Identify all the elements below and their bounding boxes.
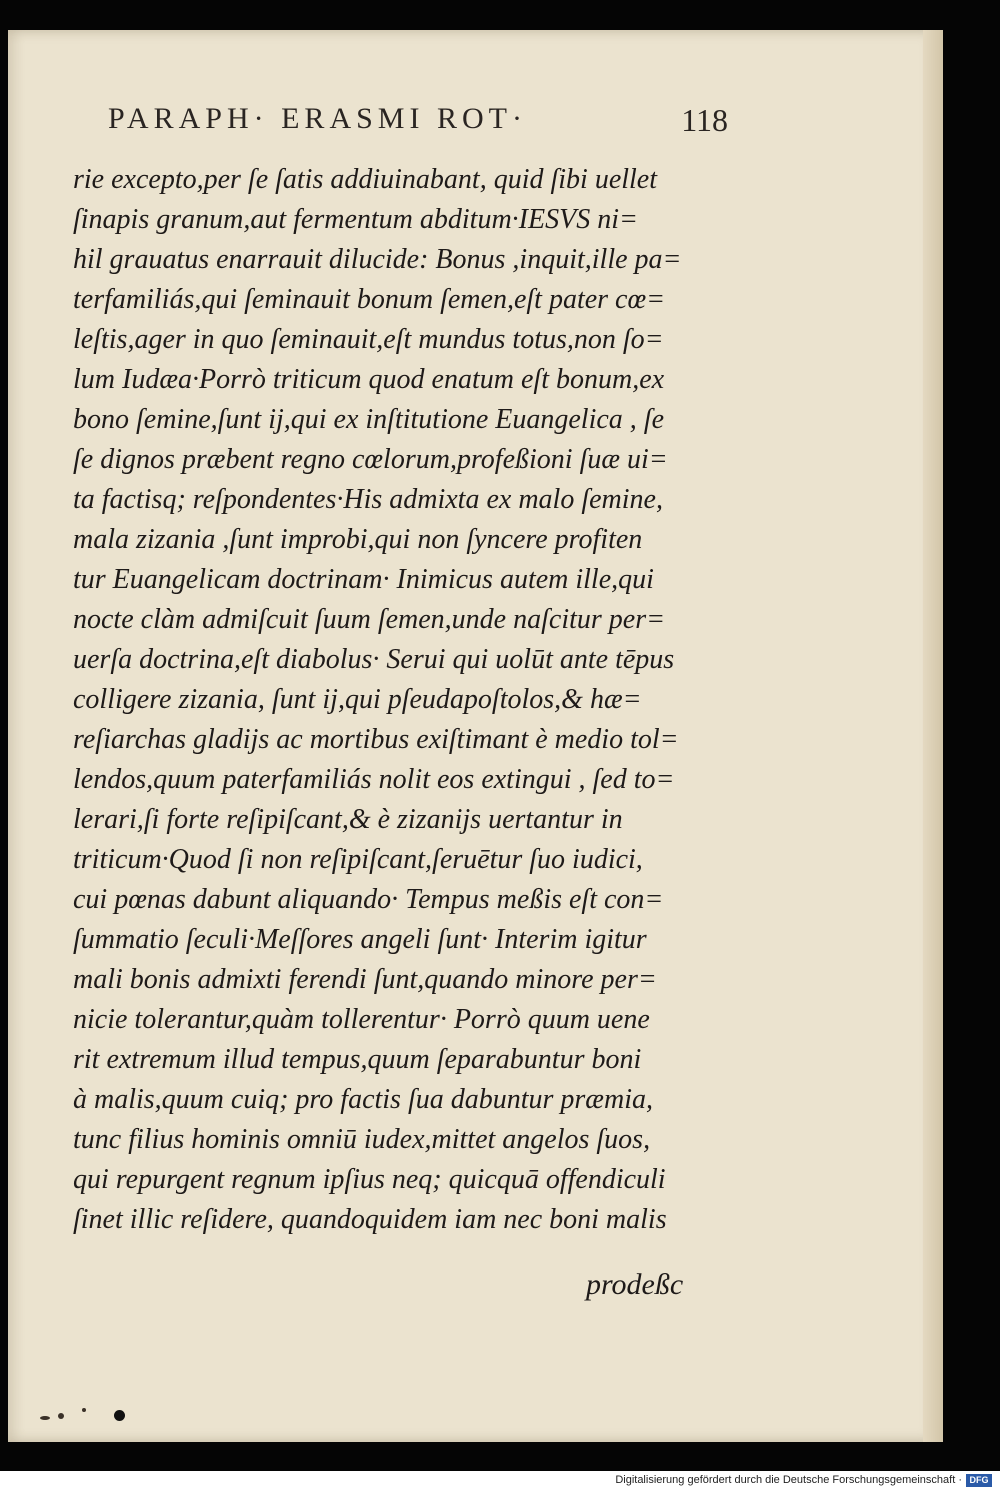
- text-line: qui repurgent regnum ipſius neq; quicquā offendiculi: [73, 1164, 666, 1195]
- text-line: rie excepto,per ſe ſatis addiuinabant, quid ſibi uellet: [73, 164, 658, 195]
- text-line: rit extremum illud tempus,quum ſeparabuntur boni: [73, 1044, 642, 1075]
- text-line: hil grauatus enarrauit dilucide: Bonus ,inquit,ille pa=: [73, 244, 682, 275]
- text-line: ta factisq; reſpondentes·His admixta ex malo ſemine,: [73, 484, 663, 515]
- text-line: mala zizania ,ſunt improbi,qui non ſyncere profiten: [73, 524, 643, 555]
- text-line: uerſa doctrina,eſt diabolus· Serui qui uolūt ante tēpus: [73, 644, 675, 675]
- text-line: tur Euangelicam doctrinam· Inimicus autem ille,qui: [73, 564, 654, 595]
- funding-credit: Digitalisierung gefördert durch die Deutsche Forschungsgemeinschaft ·: [615, 1474, 962, 1486]
- text-line: à malis,quum cuiq; pro factis ſua dabuntur præmia,: [73, 1084, 653, 1115]
- text-line: terfamiliás,qui ſeminauit bonum ſemen,eſt pater cœ=: [73, 284, 666, 315]
- text-line: colligere zizania, ſunt ij,qui pſeudapoſtolos,& hæ=: [73, 684, 642, 715]
- body-text: [73, 160, 708, 1240]
- text-line: reſiarchas gladijs ac mortibus exiſtimant è medio tol=: [73, 724, 679, 755]
- text-line: lum Iudæa·Porrò triticum quod enatum eſt bonum,ex: [73, 364, 665, 395]
- text-line: tunc filius hominis omniū iudex,mittet angelos ſuos,: [73, 1124, 651, 1155]
- text-line: ſinet illic reſidere, quandoquidem iam nec boni malis: [73, 1204, 667, 1235]
- text-line: lendos,quum paterfamiliás nolit eos extingui , ſed to=: [73, 764, 675, 795]
- dfg-logo-icon: DFG: [966, 1474, 992, 1487]
- running-head: [108, 102, 728, 152]
- text-line: ſinapis granum,aut fermentum abditum·IESVS ni=: [73, 204, 638, 235]
- catchword: prodeßc: [586, 1268, 684, 1301]
- text-line: nocte clàm admiſcuit ſuum ſemen,unde naſcitur per=: [73, 604, 665, 635]
- book-page: [8, 30, 943, 1442]
- text-line: triticum·Quod ſi non reſipiſcant,ſeruētur ſuo iudici,: [73, 844, 643, 875]
- text-line: mali bonis admixti ferendi ſunt,quando minore per=: [73, 964, 657, 995]
- page-number: 118: [681, 102, 728, 138]
- ink-stain-marks: [36, 1404, 126, 1426]
- page-edge: [923, 30, 943, 1442]
- running-head-title: PARAPH· ERASMI ROT·: [108, 102, 527, 135]
- text-line: leſtis,ager in quo ſeminauit,eſt mundus totus,non ſo=: [73, 324, 664, 355]
- text-line: ſummatio ſeculi·Meſſores angeli ſunt· Interim igitur: [73, 924, 647, 955]
- text-line: cui pœnas dabunt aliquando· Tempus meßis eſt con=: [73, 884, 664, 915]
- footer-bar: [0, 1471, 1000, 1491]
- text-line: lerari,ſi forte reſipiſcant,& è zizanijs uertantur in: [73, 804, 623, 835]
- text-line: nicie tolerantur,quàm tollerentur· Porrò quum uene: [73, 1004, 650, 1035]
- text-line: bono ſemine,ſunt ij,qui ex inſtitutione Euangelica , ſe: [73, 404, 664, 435]
- text-line: ſe dignos præbent regno cœlorum,profeßioni ſuæ ui=: [73, 444, 668, 475]
